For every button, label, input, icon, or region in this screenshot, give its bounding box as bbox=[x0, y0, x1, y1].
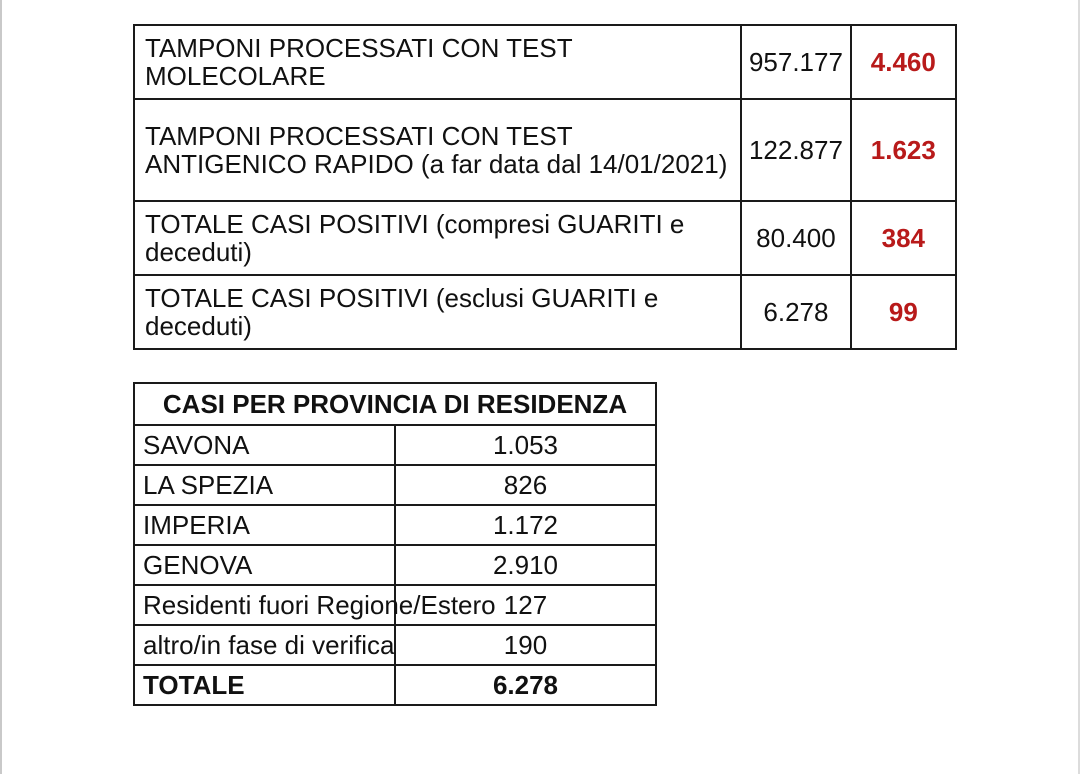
province-name: GENOVA bbox=[134, 545, 395, 585]
province-cases: 190 bbox=[395, 625, 656, 665]
province-cases-table bbox=[133, 382, 657, 706]
table-row bbox=[134, 585, 656, 625]
province-cases: 127 bbox=[395, 585, 656, 625]
province-cases: 1.053 bbox=[395, 425, 656, 465]
table-row bbox=[134, 465, 656, 505]
province-name: Residenti fuori Regione/Estero bbox=[134, 585, 395, 625]
row-total-value: 957.177 bbox=[741, 25, 850, 99]
row-daily-increase: 1.623 bbox=[851, 99, 956, 201]
table-header: CASI PER PROVINCIA DI RESIDENZA bbox=[134, 383, 656, 425]
table-row bbox=[134, 25, 956, 99]
province-name: LA SPEZIA bbox=[134, 465, 395, 505]
table-row bbox=[134, 201, 956, 275]
left-edge-divider bbox=[0, 0, 2, 774]
total-row bbox=[134, 665, 656, 705]
row-daily-increase: 384 bbox=[851, 201, 956, 275]
tests-summary-table bbox=[133, 24, 957, 350]
province-cases: 826 bbox=[395, 465, 656, 505]
row-total-value: 6.278 bbox=[741, 275, 850, 349]
total-label: TOTALE bbox=[134, 665, 395, 705]
province-cases: 2.910 bbox=[395, 545, 656, 585]
row-total-value: 80.400 bbox=[741, 201, 850, 275]
row-label: TAMPONI PROCESSATI CON TEST MOLECOLARE bbox=[134, 25, 741, 99]
province-name: SAVONA bbox=[134, 425, 395, 465]
row-daily-increase: 4.460 bbox=[851, 25, 956, 99]
table-row bbox=[134, 275, 956, 349]
row-label: TOTALE CASI POSITIVI (esclusi GUARITI e deceduti) bbox=[134, 275, 741, 349]
row-label: TAMPONI PROCESSATI CON TEST ANTIGENICO RAPIDO (a far data dal 14/01/2021) bbox=[134, 99, 741, 201]
table-row bbox=[134, 625, 656, 665]
row-label: TOTALE CASI POSITIVI (compresi GUARITI e deceduti) bbox=[134, 201, 741, 275]
row-total-value: 122.877 bbox=[741, 99, 850, 201]
table-header-row bbox=[134, 383, 656, 425]
table-row bbox=[134, 545, 656, 585]
table-row bbox=[134, 505, 656, 545]
total-value: 6.278 bbox=[395, 665, 656, 705]
table-row bbox=[134, 425, 656, 465]
province-name: IMPERIA bbox=[134, 505, 395, 545]
row-daily-increase: 99 bbox=[851, 275, 956, 349]
province-cases: 1.172 bbox=[395, 505, 656, 545]
province-name: altro/in fase di verifica bbox=[134, 625, 395, 665]
table-row bbox=[134, 99, 956, 201]
